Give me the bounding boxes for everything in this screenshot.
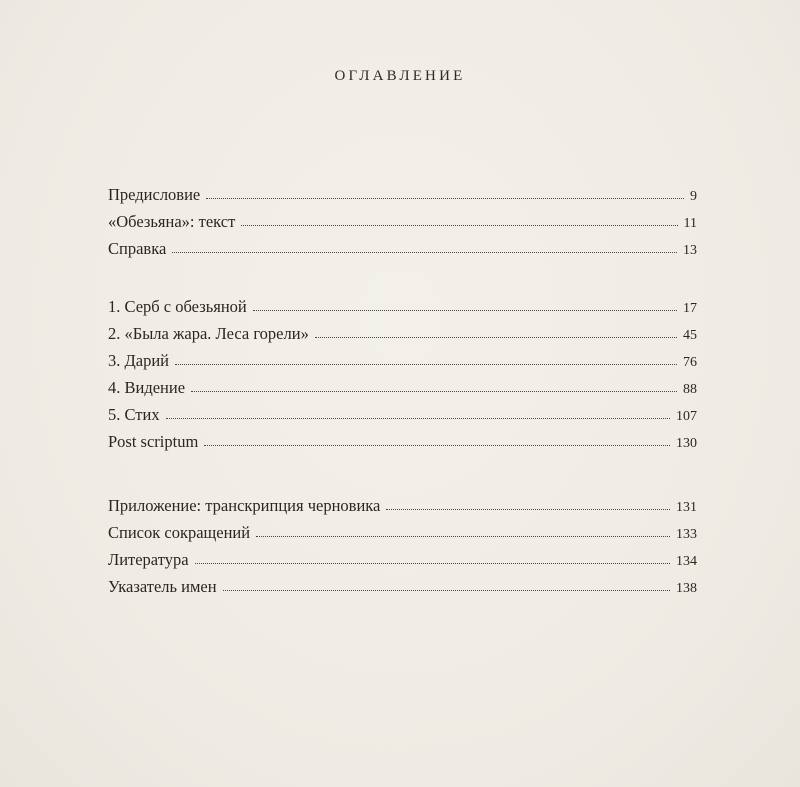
toc-entry: [108, 492, 697, 519]
toc-entry-title: Приложение: транскрипция черновика: [108, 496, 381, 515]
toc-entry-title: 4. Видение: [108, 378, 186, 397]
toc-group-chapters: [108, 293, 697, 455]
toc-entry-page: 76: [683, 355, 697, 370]
toc-entry-title: 5. Стих: [108, 405, 160, 424]
dot-leader: [253, 310, 677, 311]
page-title: ОГЛАВЛЕНИЕ: [334, 68, 466, 84]
toc-entry-page: 134: [676, 554, 697, 569]
toc-entry-title: 3. Дарий: [108, 351, 169, 370]
dot-leader: [204, 445, 670, 446]
toc-entry: [108, 320, 697, 347]
dot-leader: [166, 418, 670, 419]
toc-entry-page: 88: [683, 382, 697, 397]
toc-entry-title: «Обезьяна»: текст: [108, 212, 236, 231]
dot-leader: [315, 337, 677, 338]
toc-entry-title: Указатель имен: [108, 577, 217, 596]
toc-entry-page: 138: [676, 581, 697, 596]
toc-entry-page: 45: [683, 328, 697, 343]
toc-entry: [108, 546, 697, 573]
toc-entry: [108, 428, 697, 455]
toc-entry: [108, 293, 697, 320]
toc-entry: [108, 519, 697, 546]
dot-leader: [241, 225, 677, 226]
toc-group-front-matter: [108, 181, 697, 262]
dot-leader: [386, 509, 670, 510]
toc-group-back-matter: [108, 492, 697, 600]
toc-entry: [108, 573, 697, 600]
toc-entry-title: 2. «Была жара. Леса горели»: [108, 324, 309, 343]
dot-leader: [223, 590, 670, 591]
dot-leader: [175, 364, 677, 365]
toc-entry-title: Справка: [108, 239, 167, 258]
dot-leader: [256, 536, 670, 537]
toc-entry-page: 131: [676, 500, 697, 515]
toc-entry: [108, 181, 697, 208]
dot-leader: [172, 252, 677, 253]
toc-entry: [108, 401, 697, 428]
toc-entry-page: 17: [683, 301, 697, 316]
toc-entry-title: Список сокращений: [108, 523, 251, 542]
toc-entry-title: Предисловие: [108, 185, 201, 204]
toc-entry-title: 1. Серб с обезьяной: [108, 297, 247, 316]
dot-leader: [191, 391, 677, 392]
toc-entry: [108, 347, 697, 374]
toc-entry: [108, 235, 697, 262]
toc-entry: [108, 208, 697, 235]
toc-entry: [108, 374, 697, 401]
toc-entry-page: 11: [683, 216, 697, 231]
toc-entry-page: 130: [676, 436, 697, 451]
dot-leader: [206, 198, 684, 199]
toc-entry-title: Литература: [108, 550, 189, 569]
toc-entry-page: 107: [676, 409, 697, 424]
toc-entry-page: 133: [676, 527, 697, 542]
toc-entry-title: Post scriptum: [108, 432, 199, 451]
toc-entry-page: 9: [690, 189, 697, 204]
dot-leader: [195, 563, 670, 564]
toc-entry-page: 13: [683, 243, 697, 258]
